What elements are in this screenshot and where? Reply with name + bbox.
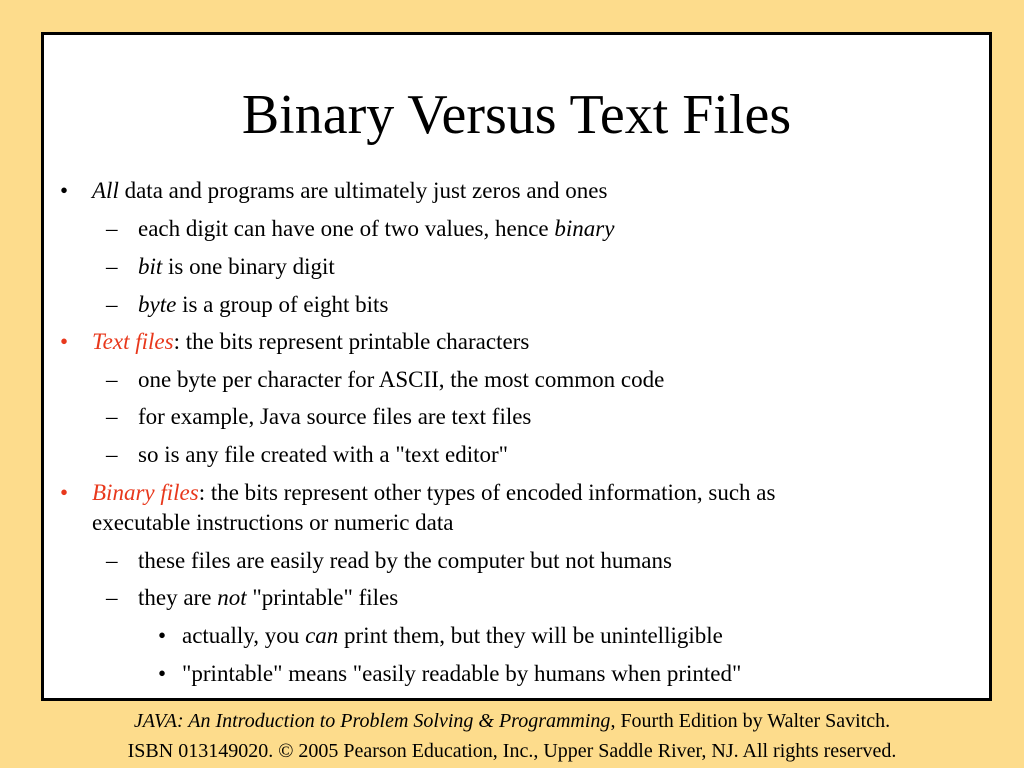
footer	[0, 706, 1024, 766]
sub-bullet-1-1-text: each digit can have one of two values, hence	[138, 216, 555, 241]
footer-book-line	[0, 706, 1024, 736]
sub-bullet-2-2	[44, 404, 531, 430]
sub-sub-bullet-1-em: can	[305, 623, 339, 648]
sub-bullet-3-2-em: not	[217, 585, 247, 610]
bullet-marker: •	[60, 329, 69, 354]
sub-bullet-3-1-text: these files are easily read by the computer but not humans	[138, 548, 672, 573]
sub-bullet-1-3	[44, 292, 388, 318]
dash-marker: –	[106, 367, 118, 392]
sub-bullet-2-3-text: so is any file created with a "text editor"	[138, 442, 509, 467]
slide	[41, 32, 992, 701]
bullet-3-continuation	[44, 510, 453, 536]
bullet-1-text: data and programs are ultimately just zeros and ones	[118, 178, 608, 203]
sub-bullet-3-2-text: "printable" files	[246, 585, 399, 610]
sub-bullet-2-3	[44, 442, 508, 468]
bullet-3	[44, 480, 775, 506]
bullet-1-em: All	[92, 178, 119, 203]
dash-marker: –	[106, 254, 118, 279]
bullet-1	[44, 178, 607, 204]
bullet-2-text: : the bits represent printable characters	[173, 329, 530, 354]
bullet-marker: •	[60, 480, 69, 505]
sub-bullet-1-1	[44, 216, 614, 242]
footer-edition: , Fourth Edition by Walter Savitch.	[610, 710, 891, 732]
bullet-2	[44, 329, 529, 355]
dash-marker: –	[106, 548, 118, 573]
dash-marker: –	[106, 216, 118, 241]
sub-bullet-2-1-text: one byte per character for ASCII, the most common code	[138, 367, 665, 392]
sub-sub-bullet-1	[44, 623, 723, 649]
dash-marker: –	[106, 442, 118, 467]
bullet-3-cont-text: executable instructions or numeric data	[92, 510, 454, 535]
sub-bullet-1-2-em: bit	[138, 254, 163, 279]
sub-bullet-3-1	[44, 548, 672, 574]
slide-title: Binary Versus Text Files	[241, 84, 792, 146]
bullet-marker: •	[60, 178, 69, 203]
bullet-marker: •	[158, 661, 167, 686]
sub-bullet-1-2	[44, 254, 335, 280]
sub-bullet-3-2-pre: they are	[138, 585, 218, 610]
sub-bullet-2-1	[44, 367, 664, 393]
bullet-2-em: Text files	[92, 329, 174, 354]
sub-sub-bullet-2	[44, 661, 741, 687]
sub-bullet-1-3-text: is a group of eight bits	[176, 292, 389, 317]
sub-bullet-2-2-text: for example, Java source files are text files	[138, 404, 532, 429]
sub-bullet-1-2-text: is one binary digit	[162, 254, 335, 279]
bullet-3-em: Binary files	[92, 480, 199, 505]
dash-marker: –	[106, 292, 118, 317]
footer-rights: ISBN 013149020. © 2005 Pearson Education, Inc., Upper Saddle River, NJ. All rights reserved.	[127, 740, 897, 762]
sub-sub-bullet-1-pre: actually, you	[182, 623, 306, 648]
sub-sub-bullet-1-text: print them, but they will be unintelligible	[338, 623, 723, 648]
sub-bullet-3-2	[44, 585, 398, 611]
footer-book-title: JAVA: An Introduction to Problem Solving & Programming	[133, 710, 611, 732]
sub-sub-bullet-2-text: "printable" means "easily readable by humans when printed"	[182, 661, 742, 686]
bullet-marker: •	[158, 623, 167, 648]
dash-marker: –	[106, 585, 118, 610]
dash-marker: –	[106, 404, 118, 429]
sub-bullet-1-3-em: byte	[138, 292, 177, 317]
sub-bullet-1-1-em: binary	[554, 216, 615, 241]
bullet-3-text: : the bits represent other types of encoded information, such as	[198, 480, 776, 505]
